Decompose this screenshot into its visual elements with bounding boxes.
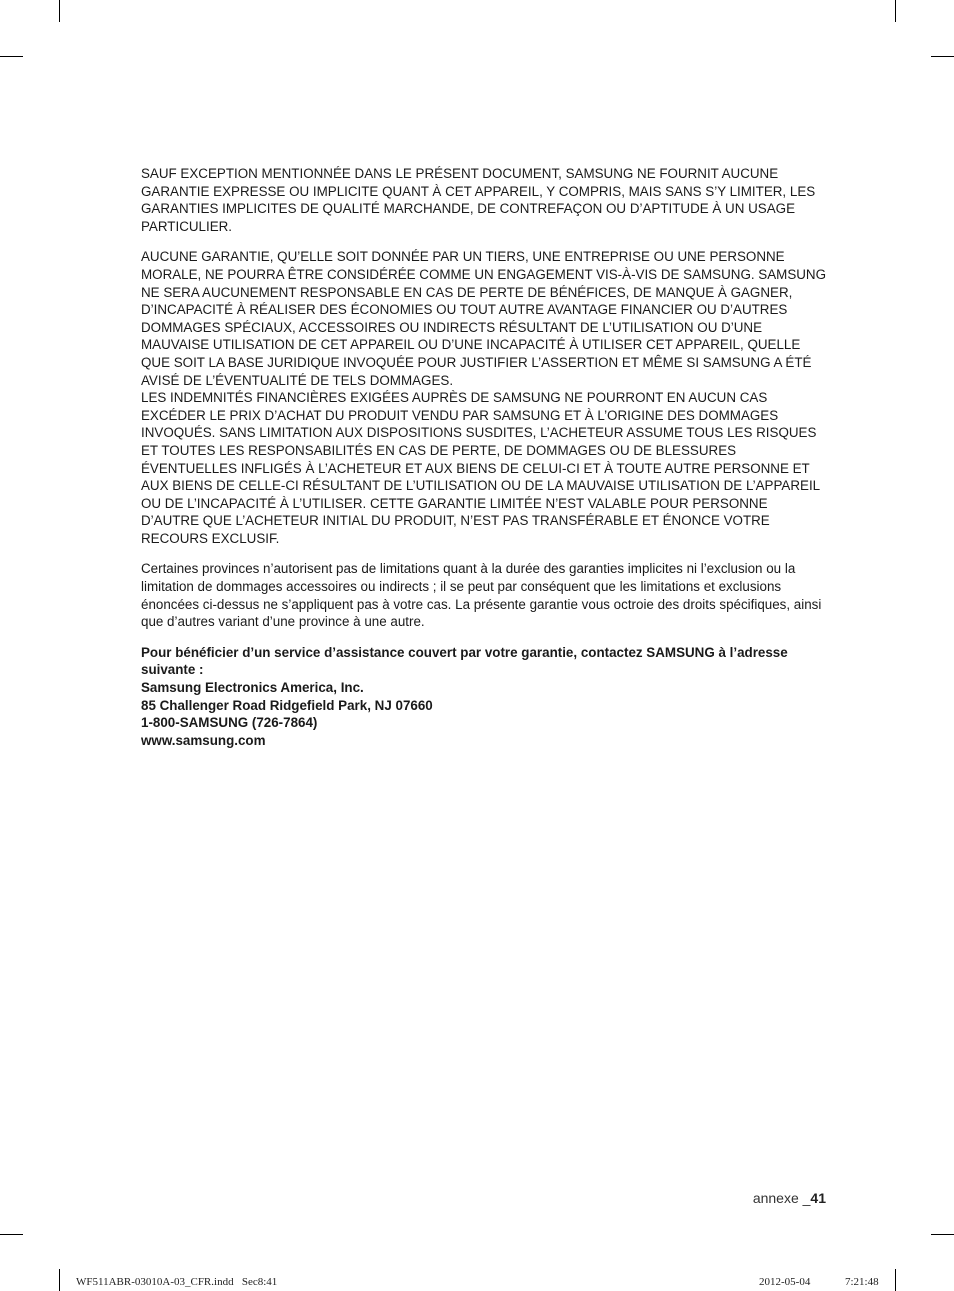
crop-mark-bottom-left-v [59, 1269, 60, 1291]
slug-date: 2012-05-04 [759, 1276, 811, 1288]
crop-mark-top-right-h [931, 56, 954, 57]
footer-section-label: annexe _ [752, 1190, 811, 1206]
contact-company: Samsung Electronics America, Inc. [141, 680, 364, 696]
disclaimer-paragraph-2: AUCUNE GARANTIE, QU’ELLE SOIT DONNÉE PAR UN TIERS, UNE ENTREPRISE OU UNE PERSONNE MORALE, NE POURRA ÊTRE CONSIDÉRÉE COMME UN ENGAGEMENT VIS-À-VIS DE SAMSUNG. SAMSUNG NE SERA AUCUNEMENT RESPONSABLE EN CAS DE PERTE DE BÉNÉFICES, DE MANQUE À GAGNER, D’INCAPACITÉ À RÉALISER DES ÉCONOMIES OU TOUT AUTRE AVANTAGE FINANCIER OU D’AUTRES DOMMAGES SPÉCIAUX, ACCESSOIRES OU INDIRECTS RÉSULTANT DE L’UTILISATION OU D’UNE MAUVAISE UTILISATION DE CET APPAREIL OU D’UNE INCAPACITÉ À UTILISER CET APPAREIL, QUELLE QUE SOIT LA BASE JURIDIQUE INVOQUÉE POUR JUSTIFIER L’ASSERTION ET MÊME SI SAMSUNG A ÉTÉ AVISÉ DE L’ÉVENTUALITÉ DE TELS DOMMAGES. [141, 249, 827, 388]
contact-phone: 1-800-SAMSUNG (726-7864) [141, 715, 318, 731]
page-number: 41 [810, 1190, 826, 1206]
crop-mark-top-left-v [59, 0, 60, 22]
contact-intro: Pour bénéficier d’un service d’assistance couvert par votre garantie, contactez SAMSUNG à l’adresse suivante : [141, 644, 788, 678]
disclaimer-paragraph-3: LES INDEMNITÉS FINANCIÈRES EXIGÉES AUPRÈS DE SAMSUNG NE POURRONT EN AUCUN CAS EXCÉDER LE PRIX D’ACHAT DU PRODUIT VENDU PAR SAMSUNG ET À L’ORIGINE DES DOMMAGES INVOQUÉS. SANS LIMITATION AUX DISPOSITIONS SUSDITES, L’ACHETEUR ASSUME TOUS LES RISQUES ET TOUTES LES RESPONSABILITÉS EN CAS DE PERTE, DE DOMMAGES OU DE BLESSURES ÉVENTUELLES INFLIGÉS À L’ACHETEUR ET AUX BIENS DE CELUI-CI ET À TOUTE AUTRE PERSONNE ET AUX BIENS DE CELLE-CI RÉSULTANT DE L’UTILISATION OU DE LA MAUVAISE UTILISATION DE L’APPAREIL OU DE L’INCAPACITÉ À L’UTILISER. CETTE GARANTIE LIMITÉE N’EST VALABLE POUR PERSONNE D’AUTRE QUE L’ACHETEUR INITIAL DU PRODUIT, N’EST PAS TRANSFÉRABLE ET ÉNONCE VOTRE RECOURS EXCLUSIF. [141, 390, 820, 546]
warranty-text-body [141, 165, 829, 749]
province-paragraph: Certaines provinces n’autorisent pas de limitations quant à la durée des garanties implicites ni l’exclusion ou la limitation de dommages accessoires ou indirects ; il se peut par conséquent que les limitations et exclusions énoncées ci-dessus ne s’appliquent pas à votre cas. La présente garantie vous octroie des droits spécifiques, ainsi que d’autres variant d’une province à une autre. [141, 561, 822, 630]
disclaimer-paragraph-1: SAUF EXCEPTION MENTIONNÉE DANS LE PRÉSENT DOCUMENT, SAMSUNG NE FOURNIT AUCUNE GARANTIE EXPRESSE OU IMPLICITE QUANT À CET APPAREIL, Y COMPRIS, MAIS SANS S’Y LIMITER, LES GARANTIES IMPLICITES DE QUALITÉ MARCHANDE, DE CONTREFAÇON OU D’APTITUDE À UN USAGE PARTICULIER. [141, 166, 816, 234]
page-footer [753, 1190, 826, 1206]
crop-mark-top-right-v [895, 0, 896, 22]
contact-website: www.samsung.com [141, 732, 266, 748]
slug-time: 7:21:48 [845, 1276, 879, 1288]
contact-block [141, 644, 829, 750]
contact-address: 85 Challenger Road Ridgefield Park, NJ 07660 [141, 697, 433, 713]
crop-mark-top-left-h [0, 56, 23, 57]
slug-file: WF511ABR-03010A-03_CFR.indd Sec8:41 [76, 1276, 278, 1288]
crop-mark-bottom-right-h [931, 1234, 954, 1235]
crop-mark-bottom-left-h [0, 1234, 23, 1235]
crop-mark-bottom-right-v [895, 1269, 896, 1291]
